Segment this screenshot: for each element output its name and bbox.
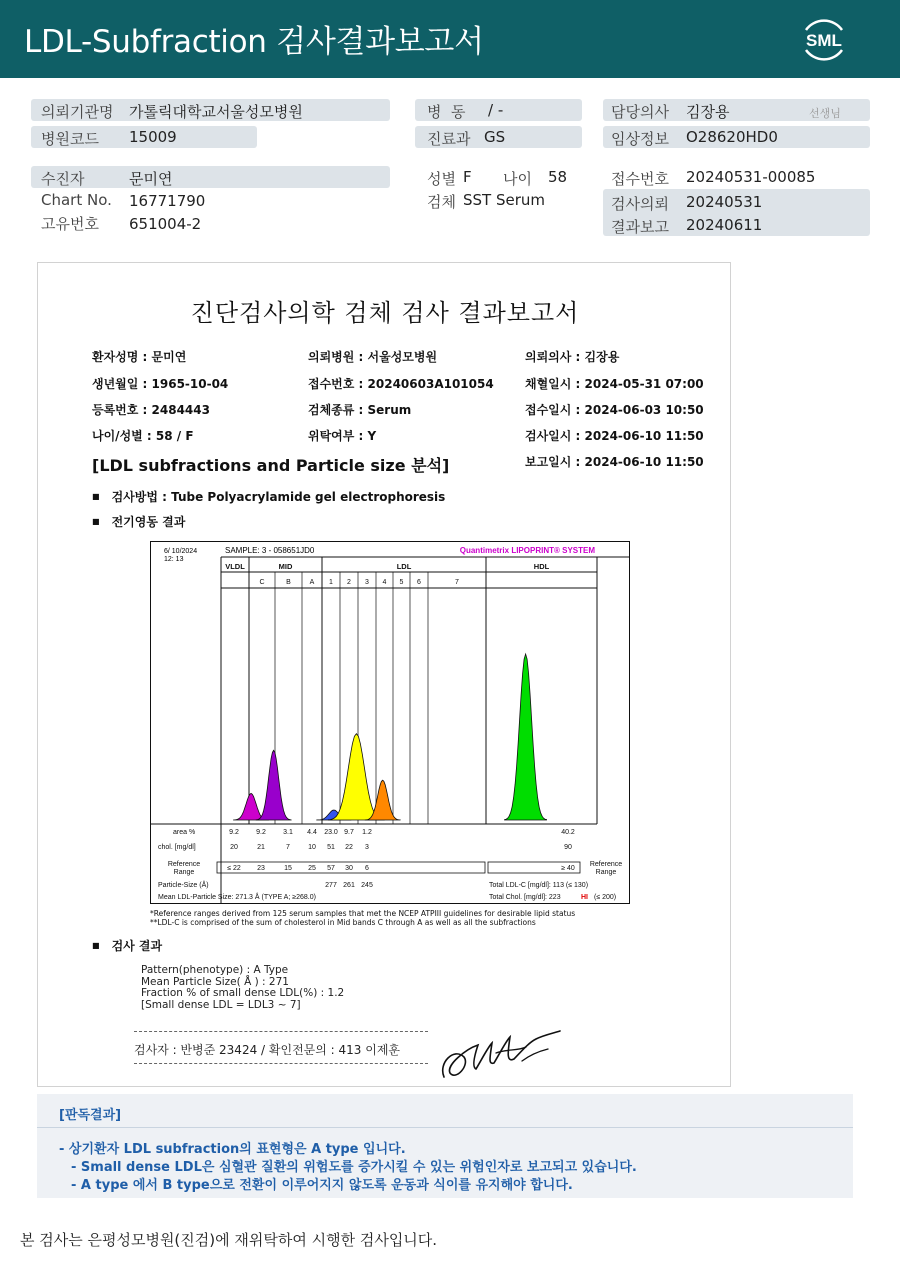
unique-id-value: 651004-2 xyxy=(129,215,202,233)
band-label: 5 xyxy=(399,579,404,586)
group-label: VLDL xyxy=(225,562,245,571)
group-label: MID xyxy=(278,562,293,571)
report-field: 보고일시 : 2024-06-10 11:50 xyxy=(525,455,704,469)
band-label: A xyxy=(309,579,315,586)
reference-label: Range xyxy=(173,869,195,876)
report-field: 접수일시 : 2024-06-03 10:50 xyxy=(525,403,704,417)
band-label: C xyxy=(259,579,265,586)
reference-value: 30 xyxy=(345,865,353,872)
particle-size-value: 261 xyxy=(343,882,355,889)
footer-note: 본 검사는 은평성모병원(진검)에 재위탁하여 시행한 검사입니다. xyxy=(20,1231,438,1249)
result-line: [Small dense LDL = LDL3 ~ 7] xyxy=(141,998,301,1011)
total-chol-limit: (≤ 200) xyxy=(594,894,617,901)
chol-value: 20 xyxy=(230,844,238,851)
group-label: HDL xyxy=(533,562,550,571)
chol-value: 90 xyxy=(564,844,572,851)
unique-id-label: 고유번호 xyxy=(41,215,99,233)
hi-flag: HI xyxy=(581,894,588,901)
department-value: GS xyxy=(484,128,506,146)
report-title: 진단검사의학 검체 검사 결과보고서 xyxy=(190,299,580,327)
sml-logo-text: SML xyxy=(806,31,842,50)
area-value: 9.2 xyxy=(229,829,239,836)
chart-brand: Quantimetrix LIPOPRINT® SYSTEM xyxy=(459,546,595,555)
receipt-no-label: 접수번호 xyxy=(611,170,669,188)
band-label: 4 xyxy=(382,579,387,586)
reference-label-right: Range xyxy=(595,869,617,876)
chart-sample-id: SAMPLE: 3 - 058651JD0 xyxy=(225,546,315,555)
chart-footnotes xyxy=(150,909,575,927)
result-title: ■ 검사 결과 xyxy=(92,937,162,954)
doctor-value: 김장용 xyxy=(686,103,730,121)
age-value: 58 xyxy=(548,168,568,186)
institution-label: 의뢰기관명 xyxy=(41,103,114,121)
reference-value: 23 xyxy=(257,865,265,872)
report-field: 접수번호 : 20240603A101054 xyxy=(308,377,494,391)
hospital-code-value: 15009 xyxy=(129,128,177,146)
electrophoresis-title: ■ 전기영동 결과 xyxy=(92,513,185,530)
sex-value: F xyxy=(463,168,472,186)
interpretation-title: [판독결과] xyxy=(59,1108,122,1123)
result-line: Fraction % of small dense LDL(%) : 1.2 xyxy=(141,987,345,999)
doctor-label: 담당의사 xyxy=(611,103,669,121)
clinical-info-value: O28620HD0 xyxy=(686,128,778,146)
interpretation-line: - 상기환자 LDL subfraction의 표현형은 A type 입니다. xyxy=(59,1142,406,1157)
hospital-code-label: 병원코드 xyxy=(41,130,99,148)
reference-value: 25 xyxy=(308,865,316,872)
specimen-label: 검체 xyxy=(427,193,456,211)
report-field: 환자성명 : 문미연 xyxy=(92,350,187,364)
info-bar xyxy=(31,166,390,188)
chol-value: 10 xyxy=(308,844,316,851)
area-value: 9.7 xyxy=(344,829,354,836)
chart-no-value: 16771790 xyxy=(129,192,206,210)
analysis-section-title: [LDL subfractions and Particle size 분석] xyxy=(92,456,450,475)
sex-label: 성별 xyxy=(427,170,456,188)
band-label: 1 xyxy=(329,579,333,586)
report-field: 의뢰병원 : 서울성모병원 xyxy=(308,350,438,364)
group-label: LDL xyxy=(396,562,412,571)
report-field: 생년월일 : 1965-10-04 xyxy=(92,377,229,391)
electrophoresis-chart xyxy=(150,541,630,904)
band-label: 3 xyxy=(365,579,369,586)
page-title: LDL-Subfraction 검사결과보고서 xyxy=(24,24,484,60)
report-field: 검체종류 : Serum xyxy=(308,403,412,417)
chart-no-label: Chart No. xyxy=(41,191,112,209)
chart-footnote-1: *Reference ranges derived from 125 serum samples that met the NCEP ATPIII guidelines for desirable lipid status xyxy=(150,909,576,918)
chart-datetime-line2: 12: 13 xyxy=(164,556,184,563)
tester-line: 검사자 : 반병준 23424 / 확인전문의 : 413 이제훈 xyxy=(134,1043,401,1057)
particle-size-value: 245 xyxy=(361,882,373,889)
electrophoresis-chart-svg xyxy=(151,542,630,904)
request-date-label: 검사의뢰 xyxy=(611,195,669,213)
peak-c xyxy=(256,750,291,820)
chol-value: 3 xyxy=(365,844,369,851)
mean-particle-size-text: Mean LDL-Particle Size: 271.3 Å (TYPE A; ≥268.0) xyxy=(158,894,316,901)
report-date-value: 20240611 xyxy=(686,216,763,234)
method-line: ■ 검사방법 : Tube Polyacrylamide gel electrophoresis xyxy=(92,488,445,505)
department-label: 진료과 xyxy=(427,130,471,148)
reference-value: 57 xyxy=(327,865,335,872)
interpretation-line: - A type 에서 B type으로 전환이 이루어지지 않도록 운동과 식이를 유지해야 합니다. xyxy=(71,1178,573,1193)
report-field: 검사일시 : 2024-06-10 11:50 xyxy=(525,429,704,443)
band-label: 7 xyxy=(455,579,459,586)
total-ldl-text: Total LDL-C [mg/dl]: 113 (≤ 130) xyxy=(489,882,589,889)
report-date-label: 결과보고 xyxy=(611,218,669,236)
area-value: 1.2 xyxy=(362,829,372,836)
ward-value: / - xyxy=(488,101,504,119)
chol-value: 7 xyxy=(286,844,290,851)
reference-label: Reference xyxy=(167,861,201,868)
report-field: 의뢰의사 : 김장용 xyxy=(525,350,620,364)
report-field: 나이/성별 : 58 / F xyxy=(92,429,194,443)
chol-value: 21 xyxy=(257,844,265,851)
area-value: 3.1 xyxy=(283,829,293,836)
area-value: 23.0 xyxy=(324,829,338,836)
band-label: 6 xyxy=(417,579,421,586)
interpretation-line: - Small dense LDL은 심혈관 질환의 위험도를 증가시킬 수 있는 위험인자로 보고되고 있습니다. xyxy=(71,1160,637,1175)
area-row-label: area % xyxy=(173,829,196,836)
reference-label-right: Reference xyxy=(589,861,623,868)
report-field: 위탁여부 : Y xyxy=(308,429,377,443)
chol-value: 51 xyxy=(327,844,335,851)
institution-value: 가톨릭대학교서울성모병원 xyxy=(129,103,303,121)
report-header xyxy=(0,0,900,78)
report-field: 등록번호 : 2484443 xyxy=(92,403,210,417)
chol-value: 22 xyxy=(345,844,353,851)
sml-logo xyxy=(796,12,852,68)
receipt-no-value: 20240531-00085 xyxy=(686,168,816,186)
particle-size-value: 277 xyxy=(325,882,337,889)
reference-value: ≥ 40 xyxy=(561,865,575,872)
interpretation-header xyxy=(37,1094,853,1128)
divider xyxy=(134,1031,428,1032)
band-label: B xyxy=(286,579,291,586)
area-value: 9.2 xyxy=(256,829,266,836)
specimen-value: SST Serum xyxy=(463,191,546,209)
result-line: Pattern(phenotype) : A Type xyxy=(141,964,289,976)
band-label: 2 xyxy=(347,579,351,586)
doctor-suffix: 선생님 xyxy=(809,107,841,120)
patient-label: 수진자 xyxy=(41,170,85,188)
clinical-info-label: 임상정보 xyxy=(611,130,669,148)
reference-value: 6 xyxy=(365,865,369,872)
result-line: Mean Particle Size( Å ) : 271 xyxy=(141,975,289,988)
lab-report-document xyxy=(37,262,731,1087)
chol-row-label: chol. [mg/dl] xyxy=(158,844,196,851)
request-date-value: 20240531 xyxy=(686,193,763,211)
age-label: 나이 xyxy=(503,170,532,188)
ward-label: 병 동 xyxy=(427,103,466,121)
area-value: 4.4 xyxy=(307,829,317,836)
peak-hdl xyxy=(505,654,547,820)
chart-datetime-line1: 6/ 10/2024 xyxy=(164,548,198,555)
divider xyxy=(134,1063,428,1064)
reference-value: ≤ 22 xyxy=(227,865,241,872)
particle-size-label: Particle-Size (Å) xyxy=(158,882,209,889)
total-chol-text: Total Chol. [mg/dl]: 223 xyxy=(489,894,561,901)
signature-image xyxy=(436,1023,562,1085)
patient-value: 문미연 xyxy=(129,170,173,188)
report-field: 채혈일시 : 2024-05-31 07:00 xyxy=(525,377,704,391)
reference-value: 15 xyxy=(284,865,292,872)
result-details xyxy=(141,965,344,1011)
area-value: 40.2 xyxy=(561,829,575,836)
chart-footnote-2: **LDL-C is comprised of the sum of cholesterol in Mid bands C through A as well as all the subfractions xyxy=(150,918,536,927)
interpretation-panel xyxy=(37,1094,853,1198)
